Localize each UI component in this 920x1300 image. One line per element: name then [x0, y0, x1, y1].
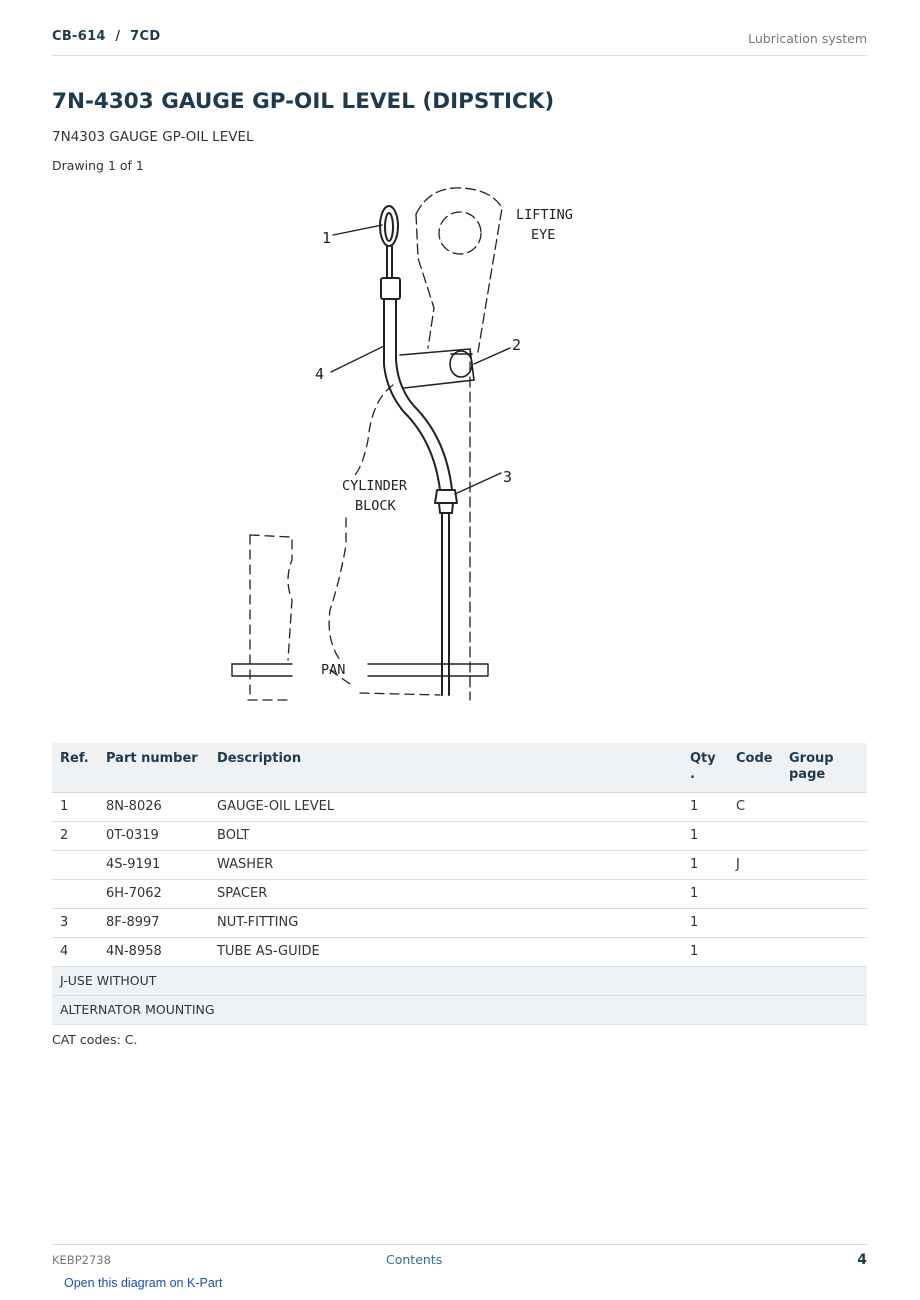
cell-qty: 1 — [682, 880, 728, 909]
cell-ref: 2 — [52, 822, 98, 851]
callout-4: 4 — [315, 365, 325, 383]
cell-group-page — [781, 909, 867, 938]
bracket — [400, 349, 474, 388]
cell-ref: 1 — [52, 793, 98, 822]
cell-ref — [52, 851, 98, 880]
cell-qty: 1 — [682, 822, 728, 851]
header-group-page: Group page — [781, 743, 867, 793]
dipstick-diagram — [200, 178, 720, 723]
lifting-eye — [416, 188, 502, 700]
callout-3: 3 — [503, 468, 513, 486]
table-header-row — [52, 743, 867, 793]
label-cylinder: CYLINDER — [342, 478, 408, 494]
cell-qty: 1 — [682, 793, 728, 822]
section-name: Lubrication system — [748, 31, 867, 46]
table-row — [52, 851, 867, 880]
page-title: 7N-4303 GAUGE GP-OIL LEVEL (DIPSTICK) — [52, 89, 555, 114]
cell-part-number: 8N-8026 — [98, 793, 209, 822]
page-subtitle: 7N4303 GAUGE GP-OIL LEVEL — [52, 129, 254, 145]
cell-part-number: 4N-8958 — [98, 938, 209, 967]
table-row — [52, 822, 867, 851]
cell-description: BOLT — [209, 822, 682, 851]
cell-group-page — [781, 880, 867, 909]
callout-1: 1 — [322, 229, 332, 247]
guide-tube — [384, 299, 452, 490]
header-qty: Qty . — [682, 743, 728, 793]
footer-divider — [52, 1244, 867, 1245]
drawing-label: Drawing 1 of 1 — [52, 158, 144, 173]
cell-code: C — [728, 793, 781, 822]
cell-group-page — [781, 851, 867, 880]
cell-qty: 1 — [682, 938, 728, 967]
cell-code: J — [728, 851, 781, 880]
cell-ref: 3 — [52, 909, 98, 938]
cell-part-number: 8F-8997 — [98, 909, 209, 938]
cell-code — [728, 880, 781, 909]
bolt — [450, 351, 472, 377]
header-code: Code — [728, 743, 781, 793]
note-text: ALTERNATOR MOUNTING — [52, 996, 867, 1025]
cell-qty: 1 — [682, 909, 728, 938]
note-row — [52, 996, 867, 1025]
kpart-link[interactable]: Open this diagram on K-Part — [64, 1276, 223, 1290]
table-row — [52, 909, 867, 938]
guide-collar — [381, 278, 400, 299]
table-row — [52, 793, 867, 822]
cell-code — [728, 822, 781, 851]
nut-fitting — [435, 490, 457, 513]
header-part-number: Part number — [98, 743, 209, 793]
cell-description: GAUGE-OIL LEVEL — [209, 793, 682, 822]
header-description: Description — [209, 743, 682, 793]
cell-group-page — [781, 938, 867, 967]
cylinder-block-outline — [248, 385, 440, 700]
cell-part-number: 6H-7062 — [98, 880, 209, 909]
cell-description: WASHER — [209, 851, 682, 880]
table-row — [52, 938, 867, 967]
cell-part-number: 4S-9191 — [98, 851, 209, 880]
note-text: J-USE WITHOUT — [52, 967, 867, 996]
label-pan: PAN — [321, 662, 346, 678]
label-block: BLOCK — [355, 498, 396, 514]
label-eye: EYE — [531, 227, 556, 243]
label-lifting: LIFTING — [516, 207, 573, 223]
cell-code — [728, 938, 781, 967]
cell-group-page — [781, 822, 867, 851]
cell-ref: 4 — [52, 938, 98, 967]
table-row — [52, 880, 867, 909]
cell-group-page — [781, 793, 867, 822]
contents-link[interactable]: Contents — [386, 1252, 443, 1267]
cell-ref — [52, 880, 98, 909]
parts-table — [52, 743, 867, 1025]
header-divider — [52, 55, 867, 56]
callout-2: 2 — [512, 336, 522, 354]
cell-description: TUBE AS-GUIDE — [209, 938, 682, 967]
page-number: 4 — [857, 1252, 867, 1268]
breadcrumb: CB-614 / 7CD — [52, 29, 161, 44]
document-id: KEBP2738 — [52, 1253, 111, 1267]
cell-description: NUT-FITTING — [209, 909, 682, 938]
cell-qty: 1 — [682, 851, 728, 880]
dipstick-ring — [380, 206, 398, 278]
cell-part-number: 0T-0319 — [98, 822, 209, 851]
cell-description: SPACER — [209, 880, 682, 909]
note-row — [52, 967, 867, 996]
header-ref: Ref. — [52, 743, 98, 793]
cat-codes: CAT codes: C. — [52, 1032, 138, 1047]
cell-code — [728, 909, 781, 938]
lower-tube — [442, 513, 449, 695]
